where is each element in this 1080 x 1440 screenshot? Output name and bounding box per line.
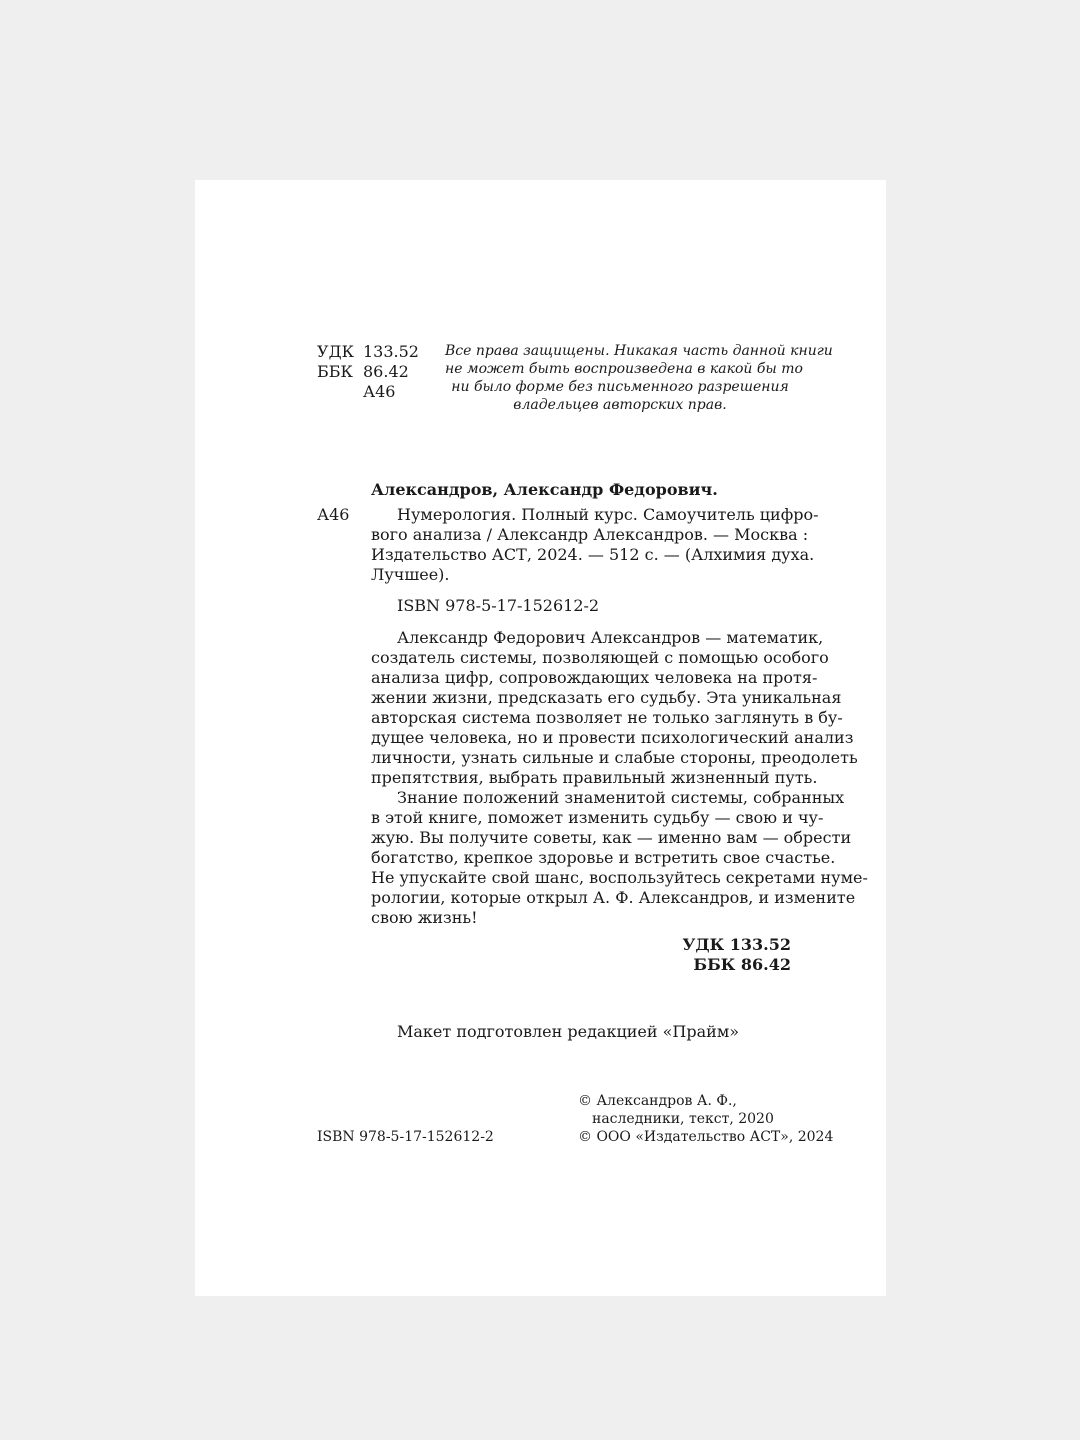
abstract-paragraph-1 <box>371 628 858 788</box>
abstract-paragraph-2 <box>371 788 868 928</box>
classification-codes-right <box>671 935 791 975</box>
abstract-line: Не упускайте свой шанс, воспользуйтесь секретами нуме- <box>371 868 868 887</box>
isbn-bottom: ISBN 978-5-17-152612-2 <box>317 1129 494 1145</box>
rights-notice <box>445 342 833 414</box>
abstract-line: дущее человека, но и провести психологический анализ <box>371 728 854 747</box>
bib-line: Лучшее). <box>371 565 450 584</box>
abstract-line: личности, узнать сильные и слабые стороны, преодолеть <box>371 748 858 767</box>
classification-codes <box>317 342 419 402</box>
book-page <box>195 180 886 1296</box>
abstract-line: свою жизнь! <box>371 908 478 927</box>
copyright-line: © Александров А. Ф., <box>578 1093 737 1109</box>
bib-line: Нумерология. Полный курс. Самоучитель цифро- <box>397 505 819 524</box>
copyright-line: наследники, текст, 2020 <box>592 1111 774 1127</box>
copyright-block <box>578 1092 833 1146</box>
author-mark: А46 <box>363 382 396 401</box>
abstract-line: анализа цифр, сопровождающих человека на протя- <box>371 668 818 687</box>
prepared-by: Макет подготовлен редакцией «Прайм» <box>397 1022 740 1041</box>
bbk-label: ББК <box>317 362 353 381</box>
copyright-line: © ООО «Издательство АСТ», 2024 <box>578 1129 834 1145</box>
abstract-line: в этой книге, поможет изменить судьбу — свою и чу- <box>371 808 824 827</box>
bbk-code: ББК 86.42 <box>693 955 791 974</box>
rights-line: ни было форме без письменного разрешения <box>451 379 789 395</box>
bbk-row <box>317 362 419 382</box>
udk-label: УДК <box>317 342 354 361</box>
abstract-line: жении жизни, предсказать его судьбу. Эта уникальная <box>371 688 842 707</box>
rights-line: Все права защищены. Никакая часть данной книги <box>445 343 833 359</box>
rights-line: не может быть воспроизведена в какой бы то <box>445 361 803 377</box>
udk-row <box>317 342 419 362</box>
index-code: А46 <box>317 505 350 524</box>
bbk-value: 86.42 <box>363 362 409 381</box>
udk-code: УДК 133.52 <box>682 935 791 954</box>
abstract-line: Знание положений знаменитой системы, собранных <box>397 788 845 807</box>
bibliographic-description <box>371 505 819 585</box>
udk-value: 133.52 <box>363 342 419 361</box>
abstract-line: Александр Федорович Александров — математик, <box>397 628 824 647</box>
abstract-line: жую. Вы получите советы, как — именно вам — обрести <box>371 828 852 847</box>
abstract <box>371 628 868 928</box>
abstract-line: авторская система позволяет не только заглянуть в бу- <box>371 708 843 727</box>
isbn-main: ISBN 978-5-17-152612-2 <box>397 596 600 615</box>
author-mark-row <box>317 382 419 402</box>
rights-line: владельцев авторских прав. <box>513 397 727 413</box>
author-heading: Александров, Александр Федорович. <box>371 480 718 499</box>
bib-line: вого анализа / Александр Александров. — Москва : <box>371 525 809 544</box>
bib-line: Издательство АСТ, 2024. — 512 с. — (Алхимия духа. <box>371 545 815 564</box>
abstract-line: рологии, которые открыл А. Ф. Александров, и измените <box>371 888 856 907</box>
abstract-line: богатство, крепкое здоровье и встретить свое счастье. <box>371 848 836 867</box>
abstract-line: создатель системы, позволяющей с помощью особого <box>371 648 829 667</box>
abstract-line: препятствия, выбрать правильный жизненный путь. <box>371 768 818 787</box>
